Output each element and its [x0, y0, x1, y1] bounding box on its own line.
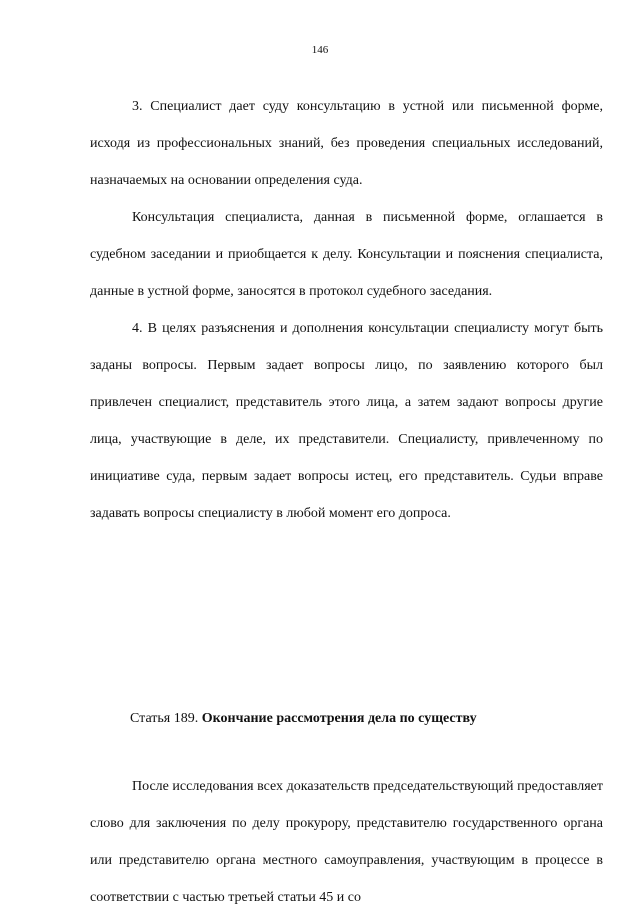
- paragraph-3: 3. Специалист дает суду консультацию в устной или письменной форме, исходя из профессиональных знаний, без проведения специальных исследований, назначаемых на основании определения суда.: [90, 99, 603, 188]
- article-heading: [130, 700, 477, 737]
- page-number: 146: [311, 44, 329, 56]
- final-paragraph: После исследования всех доказательств председательствующий предоставляет слово для заключения по делу прокурору, представителю государственного органа или представителю органа местного самоуправления, участвующим в процессе в соответствии с частью третьей статьи 45 и со: [90, 779, 603, 905]
- article-title: Окончание рассмотрения дела по существу: [201, 711, 477, 726]
- paragraph-consultation: Консультация специалиста, данная в письменной форме, оглашается в судебном заседании и приобщается к делу. Консультации и пояснения специалиста, данные в устной форме, заносятся в протокол судебного заседания.: [90, 210, 603, 299]
- paragraph-4: 4. В целях разъяснения и дополнения консультации специалисту могут быть заданы вопросы. Первым задает вопросы лицо, по заявлению которого был привлечен специалист, представитель этого лица, а затем задают вопросы другие лица, участвующие в деле, их представители. Специалисту, привлеченному по инициативе суда, первым задает вопросы истец, его представитель. Судьи вправе задавать вопросы специалисту в любой момент его допроса.: [90, 321, 603, 521]
- document-body: [90, 88, 603, 905]
- article-number: Статья 189.: [130, 711, 199, 726]
